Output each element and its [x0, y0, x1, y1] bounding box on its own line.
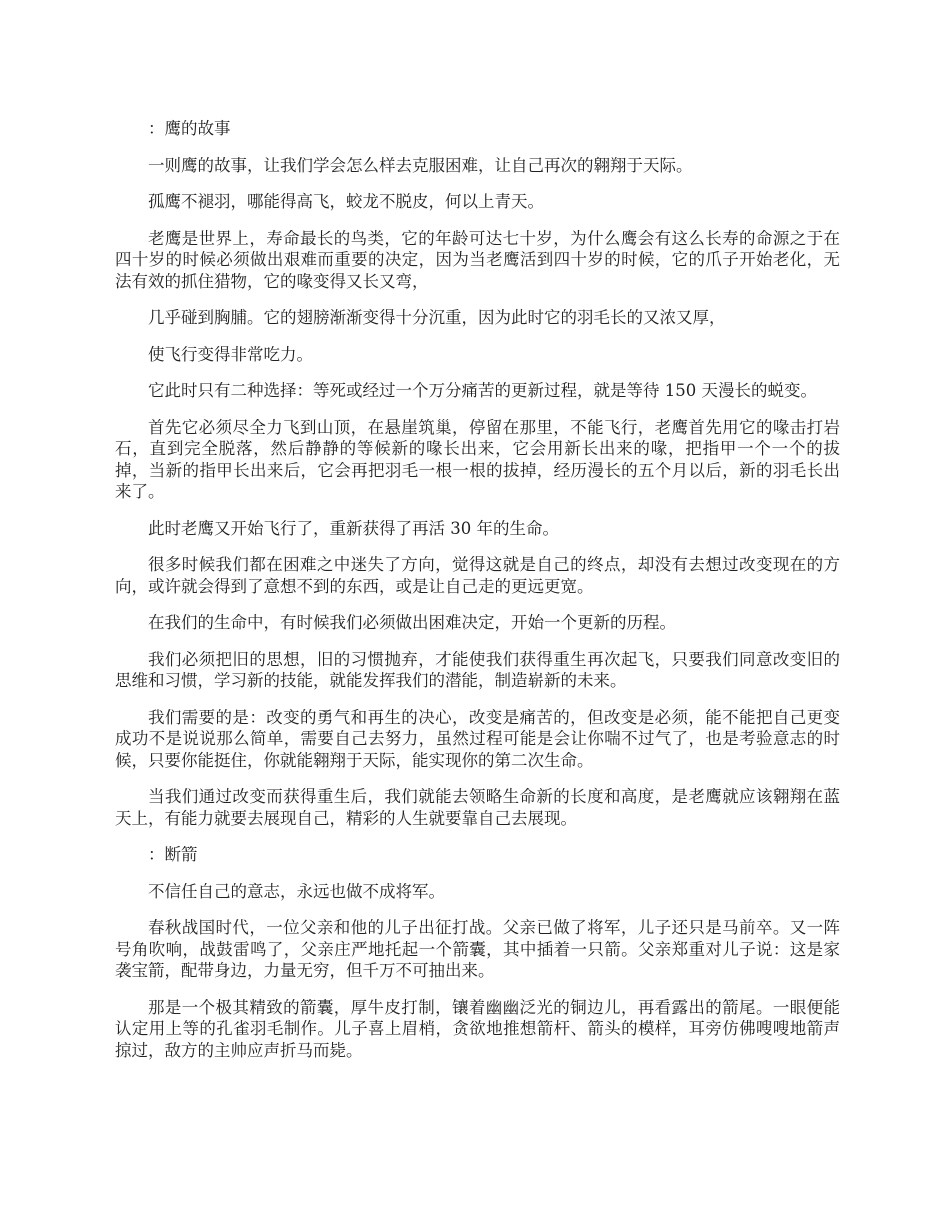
paragraph: 不信任自己的意志，永远也做不成将军。 — [148, 881, 445, 901]
paragraph: 那是一个极其精致的箭囊，厚牛皮打制，镶着幽幽泛光的铜边儿，再看露出的箭尾。一眼便能认定用上等的孔雀羽毛制作。儿子喜上眉梢，贪欲地推想箭杆、箭头的模样，耳旁仿佛嗖嗖地箭声掠过，敌方的主帅应声折马而毙。 — [115, 997, 840, 1060]
paragraph: 孤鹰不褪羽，哪能得高飞，蛟龙不脱皮，何以上青天。 — [148, 192, 544, 211]
paragraph: 春秋战国时代，一位父亲和他的儿子出征打战。父亲已做了将军，儿子还只是马前卒。又一阵号角吹响，战鼓雷鸣了，父亲庄严地托起一个箭囊，其中插着一只箭。父亲郑重对儿子说：这是家袭宝箭，配带身边，力量无穷，但千万不可抽出来。 — [115, 918, 840, 980]
paragraph: 我们需要的是：改变的勇气和再生的决心，改变是痛苦的，但改变是必须，能不能把自己更变成功不是说说那么简单，需要自己去努力，虽然过程可能是会让你喘不过气了，也是考验意志的时候，只要你能挺住，你就能翱翔于天际，能实现你的第二次生命。 — [115, 707, 840, 770]
paragraph: 我们必须把旧的思想，旧的习惯抛弃，才能使我们获得重生再次起飞，只要我们同意改变旧的思维和习惯，学习新的技能，就能发挥我们的潜能，制造崭新的未来。 — [115, 649, 840, 690]
paragraph: 一则鹰的故事，让我们学会怎么样去克服困难，让自己再次的翱翔于天际。 — [148, 155, 693, 175]
paragraph: 老鹰是世界上，寿命最长的鸟类，它的年龄可达七十岁，为什么鹰会有这么长寿的命源之于在四十岁的时候必须做出艰难而重要的决定，因为当老鹰活到四十岁的时候，它的爪子开始老化，无法有效的抓住猎物，它的喙变得又长又弯， — [115, 228, 840, 291]
paragraph: 几乎碰到胸脯。它的翅膀渐渐变得十分沉重，因为此时它的羽毛长的又浓又厚， — [148, 308, 726, 327]
paragraph: 此时老鹰又开始飞行了，重新获得了再活 30 年的生命。 — [148, 518, 559, 538]
paragraph: 它此时只有二种选择：等死或经过一个万分痛苦的更新过程，就是等待 150 天漫长的蜕变。 — [148, 381, 817, 400]
paragraph: 首先它必须尽全力飞到山顶，在悬崖筑巢，停留在那里，不能飞行，老鹰首先用它的喙击打岩石，直到完全脱落，然后静静的等候新的喙长出来，它会用新长出来的喙，把指甲一个一个的拔掉，当新的指甲长出来后，它会再把羽毛一根一根的拔掉，经历漫长的五个月以后，新的羽毛长出来了。 — [115, 417, 840, 501]
paragraph: 在我们的生命中，有时候我们必须做出困难决定，开始一个更新的历程。 — [148, 613, 676, 632]
paragraph: 很多时候我们都在困难之中迷失了方向，觉得这就是自己的终点，却没有去想过改变现在的方向，或许就会得到了意想不到的东西，或是让自己走的更远更宽。 — [115, 555, 840, 596]
paragraph: 当我们通过改变而获得重生后，我们就能去领略生命新的长度和高度，是老鹰就应该翱翔在蓝天上，有能力就要去展现自己，精彩的人生就要靠自己去展现。 — [115, 787, 840, 828]
section-heading-eagle: ：鹰的故事 — [148, 119, 231, 138]
paragraph: 使飞行变得非常吃力。 — [148, 344, 313, 364]
section-heading-broken-arrow: ：断箭 — [148, 845, 198, 864]
document-body — [115, 118, 840, 1076]
